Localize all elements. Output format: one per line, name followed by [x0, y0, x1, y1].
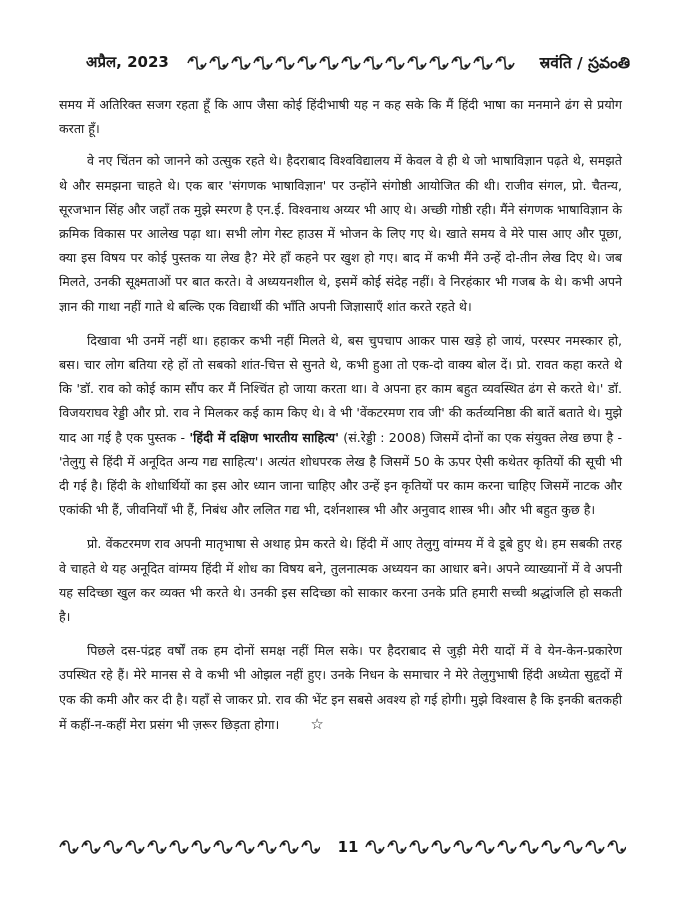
header-ornament-icon — [186, 53, 516, 73]
page-number: 11 — [337, 838, 359, 856]
end-star-icon: ☆ — [310, 714, 324, 733]
paragraph-3-text-a: दिखावा भी उनमें नहीं था। हहाकर कभी नहीं मिलते थे, बस चुपचाप आकर पास खड़े हो जायं, परस्पर नमस्कार हो, बस। चार लोग बतिया रहे हों तो सबको शांत-चित्त से सुनते थे, कभी हुआ तो एक-दो वाक्य बोल दें। प्रो. रावत कहा करते थे कि 'डॉ. राव को कोई काम सौंप कर मैं निश्चिंत हो जाया करता था। वे अपना हर काम बहुत व्यवस्थित ढंग से करते थे।' डॉ. विजयराघव रेड्डी और प्रो. राव ने मिलकर कई काम किए थे। वे भी 'वेंकटरमण राव जी' की कर्तव्यनिष्ठा की बातें बताते थे। मुझे याद आ गई है एक पुस्तक - — [59, 332, 622, 445]
paragraph-continuation: समय में अतिरिक्त सजग रहता हूँ कि आप जैसा कोई हिंदीभाषी यह न कह सके कि मैं हिंदी भाषा का मनमाने ढंग से प्रयोग करता हूँ। — [59, 97, 622, 137]
paragraph-2: वे नए चिंतन को जानने को उत्सुक रहते थे। हैदराबाद विश्वविद्यालय में केवल वे ही थे जो भाषाविज्ञान पढ़ते थे, समझते थे और समझना चाहते थे। एक बार 'संगणक भाषाविज्ञान' पर उन्होंने संगोष्ठी आयोजित की थी। राजीव संगल, प्रो. चैतन्य, सूरजभान सिंह और जहाँ तक मुझे स्मरण है एन.ई. विश्वनाथ अय्यर भी आए थे। अच्छी गोष्ठी रही। मैंने संगणक भाषाविज्ञान के क्रमिक विकास पर आलेख पढ़ा था। सभी लोग गेस्ट हाउस में भोजन के लिए गए थे। खाते समय वे मेरे पास आए और पूछा, क्या इस विषय पर कोई पुस्तक या लेख है? मेरे हाँ कहने पर खुश हो गए। बाद में कभी मैंने उन्हें दो-तीन लेख दिए थे। जब मिलते, उनकी सूक्ष्मताओं पर बात करते। वे अध्ययनशील थे, इसमें कोई संदेह नहीं। वे निरहंकार भी गजब के थे। कभी अपने ज्ञान की गाथा नहीं गाते थे बल्कि एक विद्यार्थी की भाँति अपनी जिज्ञासाएँ शांत करते रहते थे। — [59, 153, 622, 314]
paragraph-3 — [59, 329, 622, 523]
paragraph-5 — [59, 639, 622, 737]
magazine-title: स्रवंति / స్రవంతి — [539, 54, 630, 72]
footer-ornament-left-icon — [58, 837, 320, 857]
issue-date: अप्रैल, 2023 — [86, 53, 169, 71]
page-footer — [58, 834, 626, 860]
paragraph-4: प्रो. वेंकटरमण राव अपनी मातृभाषा से अथाह प्रेम करते थे। हिंदी में आए तेलुगु वांग्मय में वे डूबे हुए थे। हम सबकी तरह वे चाहते थे यह अनूदित वांग्मय हिंदी में शोध का विषय बने, तुलनात्मक अध्ययन का आधार बने। अपने व्याख्यानों में वे अपनी यह सदिच्छा खुल कर व्यक्त भी करते थे। उनकी इस सदिच्छा को साकार करना उनके प्रति हमारी सच्ची श्रद्धांजलि हो सकती है। — [59, 536, 622, 625]
page-header — [58, 50, 630, 76]
article-body — [59, 93, 622, 747]
footer-ornament-right-icon — [364, 837, 626, 857]
paragraph-3-text-b: (सं.रेड्डी : 2008) जिसमें दोनों का एक संयुक्त लेख छपा है - 'तेलुगु से हिंदी में अनूदित अन्य गद्य साहित्य'। अत्यंत शोधपरक लेख है जिसमें 50 के ऊपर ऐसी कथेतर कृतियों की सूची भी दी गई है। हिंदी के शोधार्थियों का इस ओर ध्यान जाना चाहिए और उन्हें इन कृतियों पर काम करना चाहिए जिसमें नाटक और एकांकी भी हैं, जीवनियाँ भी हैं, निबंध और ललित गद्य भी, दर्शनशास्त्र भी और अनुवाद शास्त्र भी। और भी बहुत कुछ है। — [59, 429, 622, 518]
book-title: 'हिंदी में दक्षिण भारतीय साहित्य' — [189, 429, 339, 445]
paragraph-5-text: पिछले दस-पंद्रह वर्षों तक हम दोनों समक्ष नहीं मिल सके। पर हैदराबाद से जुड़ी मेरी यादों में वे येन-केन-प्रकारेण उपस्थित रहे हैं। मेरे मानस से वे कभी भी ओझल नहीं हुए। उनके निधन के समाचार ने मेरे तेलुगुभाषी हिंदी अध्येता सुहृदों में एक की कमी और कर दी है। यहाँ से जाकर प्रो. राव की भेंट इन सबसे अवश्य हो गई होगी। मुझे विश्वास है कि इनकी बतकही में कहीं-न-कहीं मेरा प्रसंग भी ज़रूर छिड़ता होगा। — [59, 643, 622, 732]
